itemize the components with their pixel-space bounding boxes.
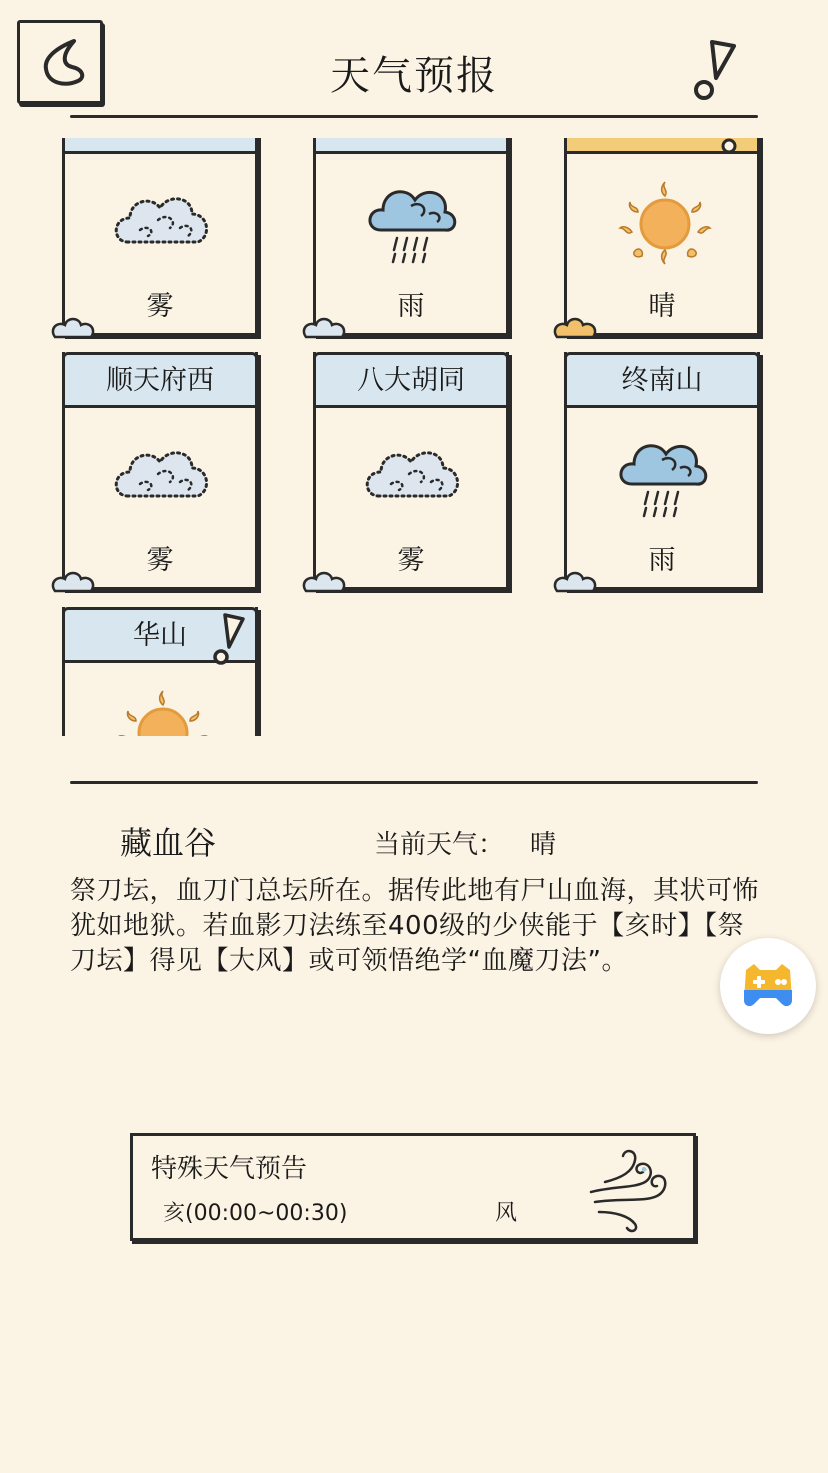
location-card[interactable] (313, 138, 509, 336)
cloud-ornament-icon (49, 567, 101, 597)
current-weather-label: 当前天气： (374, 830, 505, 860)
card-title: 八大胡同 (313, 352, 509, 408)
location-card[interactable] (564, 352, 760, 590)
current-weather-value: 晴 (530, 830, 557, 860)
alert-button[interactable] (690, 38, 744, 104)
location-card[interactable] (313, 352, 509, 590)
page-title: 天气预报 (330, 53, 498, 99)
special-time: 亥(00:00~00:30) (163, 1201, 348, 1226)
card-title: 华山 (62, 607, 258, 663)
exclamation-icon (690, 38, 744, 104)
card-title (313, 138, 509, 154)
section-divider (70, 781, 758, 784)
card-weather: 雨 (397, 291, 425, 322)
cloud-ornament-icon (551, 313, 603, 343)
exclamation-icon (719, 138, 749, 156)
fog-icon (359, 426, 469, 526)
special-weather: 风 (495, 1201, 518, 1226)
card-weather: 雾 (397, 545, 425, 576)
sun-icon (610, 172, 720, 272)
card-title (62, 138, 258, 154)
special-title: 特殊天气预告 (151, 1154, 308, 1184)
location-card[interactable] (62, 138, 258, 336)
special-weather-panel (130, 1133, 696, 1241)
fog-icon (108, 172, 218, 272)
sun-icon (108, 681, 218, 736)
location-description: 祭刀坛，血刀门总坛所在。据传此地有尸山血海，其状可怖犹如地狱。若血影刀法练至400级的少侠能于【亥时】【祭刀坛】得见【大风】或可领悟绝学“血魔刀法”。 (70, 876, 760, 976)
rain-icon (610, 426, 720, 526)
wind-icon (585, 1142, 681, 1234)
card-title: 顺天府西 (62, 352, 258, 408)
weather-grid (0, 138, 828, 736)
cloud-ornament-icon (300, 313, 352, 343)
location-name: 藏血谷 (120, 824, 217, 862)
cloud-ornament-icon (49, 313, 101, 343)
card-title: 终南山 (564, 352, 760, 408)
game-center-button[interactable] (720, 938, 816, 1034)
cloud-ornament-icon (300, 567, 352, 597)
card-weather: 雨 (648, 545, 676, 576)
location-card[interactable] (62, 607, 258, 736)
header-divider (70, 115, 758, 118)
exclamation-icon (211, 611, 247, 667)
cloud-ornament-icon (551, 567, 603, 597)
fog-icon (108, 426, 218, 526)
location-card-selected[interactable] (564, 138, 760, 336)
card-weather: 雾 (146, 545, 174, 576)
location-card[interactable] (62, 352, 258, 590)
gamepad-icon (740, 960, 796, 1012)
card-weather: 晴 (648, 291, 676, 322)
card-weather: 雾 (146, 291, 174, 322)
rain-icon (359, 172, 469, 272)
